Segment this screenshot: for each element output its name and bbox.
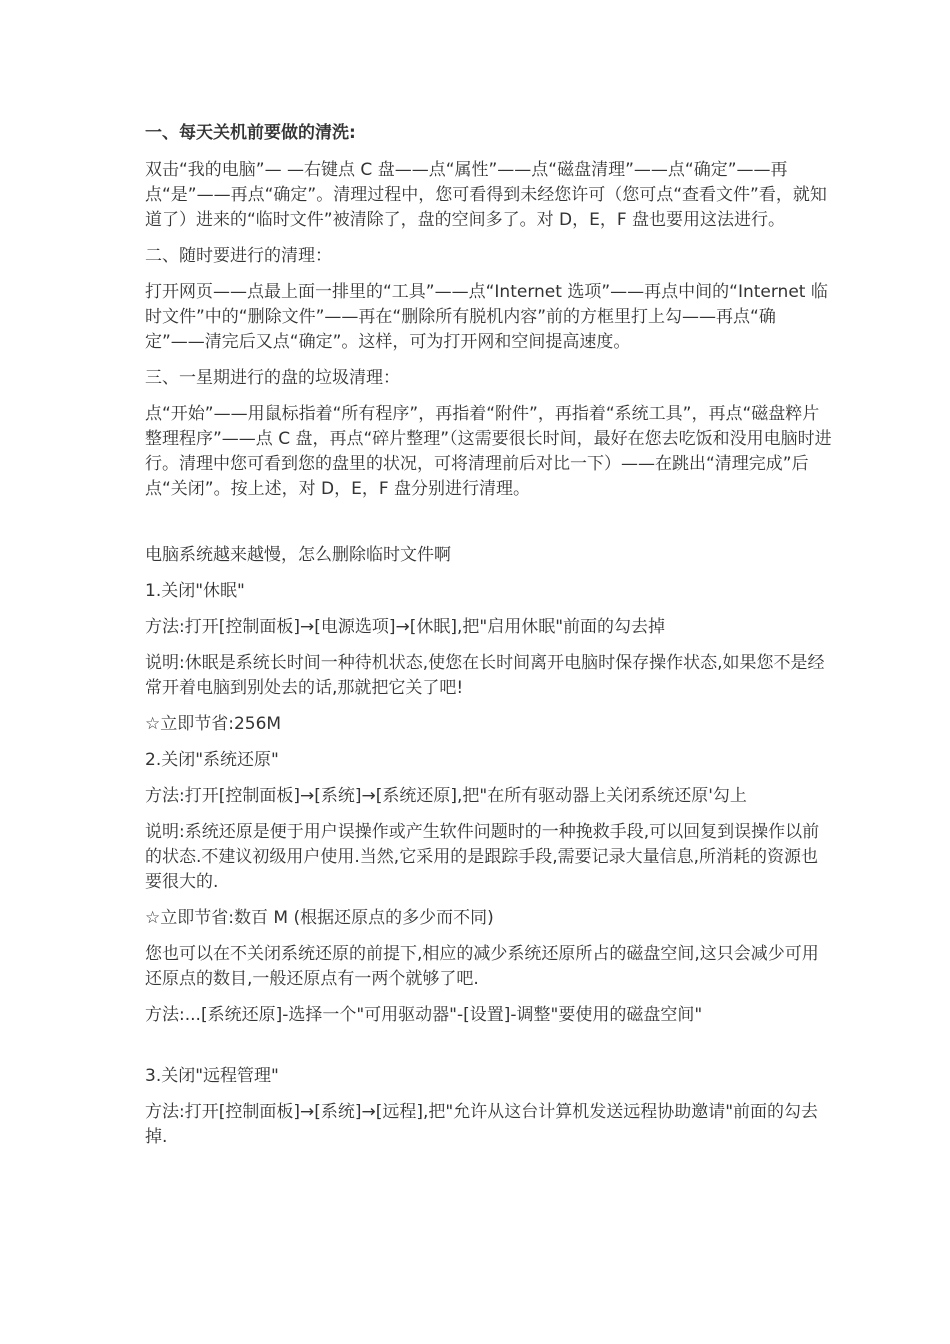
article-title: 电脑系统越来越慢，怎么删除临时文件啊 — [145, 545, 451, 565]
section-2-body: 打开网页——点最上面一排里的“工具”——点“Internet 选项”——再点中间的“Internet 临时文件”中的“删除文件”——再在“删除所有脱机内容”前的方框里打上勾——再点“确定”——清完后又点“确定”。这样，可为打开网和空间提高速度。 — [145, 282, 828, 352]
item-2-extra: 您也可以在不关闭系统还原的前提下,相应的减少系统还原所占的磁盘空间,这只会减少可用还原点的数目,一般还原点有一两个就够了吧. — [145, 944, 819, 989]
item-2-method: 方法:打开[控制面板]→[系统]→[系统还原],把"在所有驱动器上关闭系统还原'勾上 — [145, 786, 747, 806]
item-2-note: 说明:系统还原是便于用户误操作或产生软件问题时的一种挽救手段,可以回复到误操作以前的状态.不建议初级用户使用.当然,它采用的是跟踪手段,需要记录大量信息,所消耗的资源也要很大的. — [145, 822, 820, 892]
item-1-method: 方法:打开[控制面板]→[电源选项]→[休眠],把"启用休眠"前面的勾去掉 — [145, 617, 666, 637]
item-3-method: 方法:打开[控制面板]→[系统]→[远程],把"允许从这台计算机发送远程协助邀请"前面的勾去掉. — [145, 1102, 819, 1147]
document-page — [145, 121, 835, 1161]
item-1-title: 1.关闭"休眠" — [145, 581, 245, 601]
section-2-heading: 二、随时要进行的清理： — [145, 246, 332, 266]
item-1-note: 说明:休眠是系统长时间一种待机状态,使您在长时间离开电脑时保存操作状态,如果您不是经常开着电脑到别处去的话,那就把它关了吧! — [145, 653, 825, 698]
item-2-saving: ☆立即节省:数百 M (根据还原点的多少而不同) — [145, 908, 494, 928]
section-1-heading: 一、每天关机前要做的清洗: — [145, 123, 356, 143]
section-1-body: 双击“我的电脑”— —右键点 C 盘——点“属性”——点“磁盘清理”——点“确定”——再点“是”——再点“确定”。清理过程中，您可看得到未经您许可（您可点“查看文件”看，就知道了）进来的“临时文件”被清除了，盘的空间多了。对 D，E，F 盘也要用这法进行。 — [145, 160, 827, 230]
section-3-heading: 三、一星期进行的盘的垃圾清理： — [145, 368, 400, 388]
item-2-method-2: 方法:...[系统还原]-选择一个"可用驱动器"-[设置]-调整"要使用的磁盘空间" — [145, 1005, 703, 1025]
section-3-body: 点“开始”——用鼠标指着“所有程序”，再指着“附件”，再指着“系统工具”，再点“磁盘粹片整理程序”——点 C 盘，再点“碎片整理”（这需要很长时间，最好在您去吃饭和没用电脑时进行。清理中您可看到您的盘里的状况，可将清理前后对比一下）——在跳出“清理完成”后点“关闭”。按上述，对 D，E，F 盘分别进行清理。 — [145, 404, 832, 499]
item-3-title: 3.关闭"远程管理" — [145, 1066, 279, 1086]
item-2-title: 2.关闭"系统还原" — [145, 750, 279, 770]
item-1-saving: ☆立即节省:256M — [145, 714, 282, 734]
